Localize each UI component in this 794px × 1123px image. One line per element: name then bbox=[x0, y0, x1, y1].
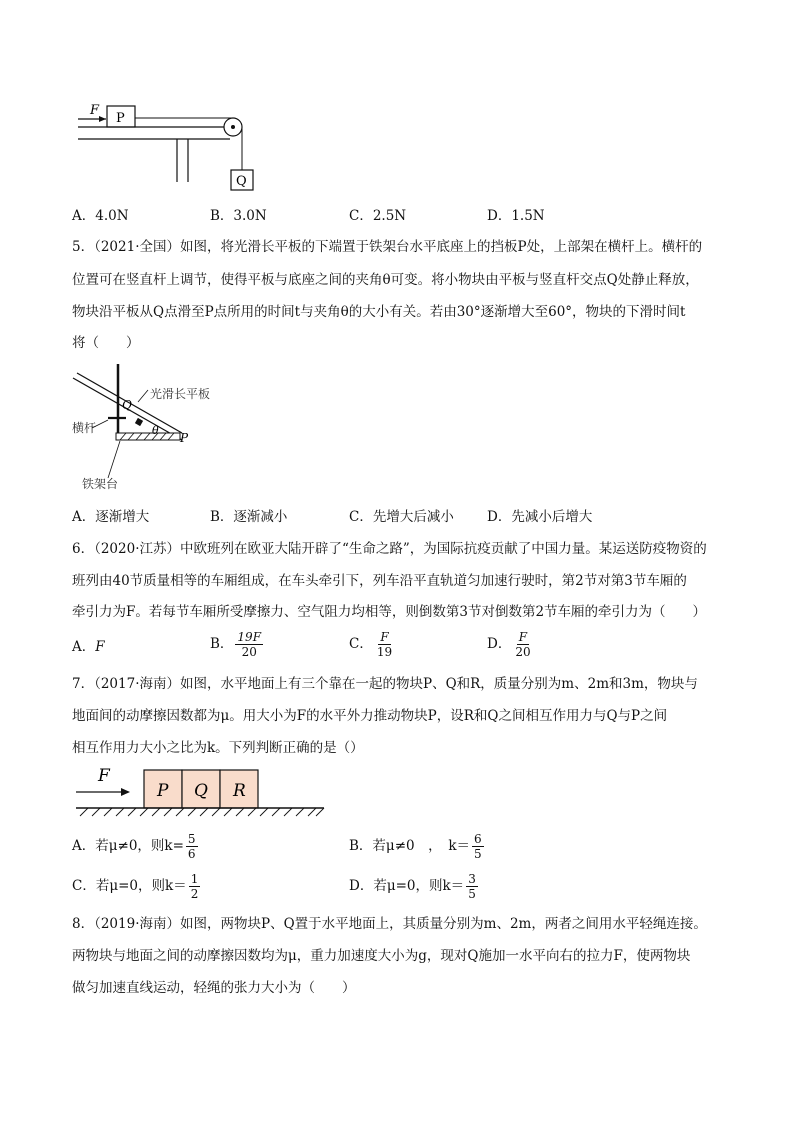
fraction-numerator: 3 bbox=[468, 872, 476, 886]
q4-option-d[interactable]: D．1.5N bbox=[487, 208, 545, 224]
q7-line-2: 地面间的动摩擦因数都为μ。用大小为F的水平外力推动物块P，设R和Q之间相互作用力与Q与P之间 bbox=[72, 708, 668, 724]
fraction-numerator: 5 bbox=[187, 832, 196, 846]
fraction-numerator: F bbox=[518, 630, 528, 644]
q7-option-d-fraction bbox=[466, 872, 478, 901]
q7-option-b-label: B．若μ≠0 ， k＝ bbox=[349, 838, 471, 854]
fraction-numerator: 19F bbox=[237, 630, 262, 644]
q5-option-a[interactable]: A．逐渐增大 bbox=[72, 509, 150, 525]
small-block bbox=[135, 418, 143, 426]
q4-option-c[interactable]: C．2.5N bbox=[349, 208, 407, 224]
fraction-denominator: 5 bbox=[468, 887, 476, 901]
q5-line-3: 物块沿平板从Q点滑至P点所用的时间t与夹角θ的大小有关。若由30°逐渐增大至60°，物块的下滑时间t bbox=[72, 304, 686, 320]
ground-hatching bbox=[80, 808, 324, 816]
q7-option-b[interactable] bbox=[349, 832, 486, 861]
q5-line-4: 将（ ） bbox=[72, 335, 140, 351]
q7-option-c-label: C．若μ=0，则k＝ bbox=[72, 878, 187, 894]
block-p-label: P bbox=[116, 111, 125, 126]
q7-option-a-fraction bbox=[186, 832, 198, 861]
q5-option-d[interactable]: D．先减小后增大 bbox=[487, 509, 593, 525]
block-q-label: Q bbox=[236, 174, 247, 189]
q8-line-3: 做匀加速直线运动，轻绳的张力大小为（ ） bbox=[72, 980, 356, 996]
fraction-denominator: 20 bbox=[515, 645, 531, 659]
q7-option-a[interactable] bbox=[72, 832, 200, 861]
q6-option-b-fraction bbox=[235, 630, 263, 659]
stand-label: 铁架台 bbox=[82, 477, 119, 491]
q5-option-c[interactable]: C．先增大后减小 bbox=[349, 509, 454, 525]
force-arrow-head bbox=[99, 116, 106, 122]
figure-three-blocks bbox=[72, 764, 332, 820]
q8-line-1: 8．（2019·海南）如图，两物块P、Q置于水平地面上，其质量分别为m、2m，两者之间用水平轻绳连接。 bbox=[72, 916, 707, 932]
block-q-label: Q bbox=[194, 781, 208, 801]
q7-option-d[interactable] bbox=[349, 872, 480, 901]
block-r-label: R bbox=[233, 781, 246, 801]
force-label: F bbox=[98, 766, 110, 786]
q6-option-d[interactable] bbox=[487, 630, 535, 659]
fraction-numerator: 6 bbox=[474, 832, 482, 846]
figure-pulley bbox=[70, 98, 270, 198]
q6-option-a-value: F bbox=[95, 639, 105, 655]
q7-option-c-fraction bbox=[189, 872, 201, 901]
q7-option-a-label: A．若μ≠0，则k= bbox=[72, 838, 184, 854]
q5-line-2: 位置可在竖直杆上调节，使得平板与底座之间的夹角θ可变。将小物块由平板与竖直杆交点Q处静止释放， bbox=[72, 272, 699, 288]
board-label: 光滑长平板 bbox=[150, 387, 211, 401]
board-leader-line bbox=[138, 390, 148, 402]
q6-option-c[interactable] bbox=[349, 630, 396, 659]
force-label: F bbox=[90, 103, 100, 118]
q6-line-2: 班列由40节质量相等的车厢组成，在车头牵引下，列车沿平直轨道匀加速行驶时，第2节对第3节车厢的 bbox=[72, 573, 687, 589]
q6-option-b-label: B． bbox=[210, 636, 234, 652]
pulley-axle bbox=[231, 125, 235, 129]
fraction-denominator: 6 bbox=[187, 847, 196, 861]
q5-option-b[interactable]: B．逐渐减小 bbox=[210, 509, 288, 525]
q6-option-d-label: D． bbox=[487, 636, 512, 652]
q7-option-c[interactable] bbox=[72, 872, 202, 901]
q7-line-1: 7．（2017·海南）如图，水平地面上有三个靠在一起的物块P、Q和R，质量分别为m、2m和3m，物块与 bbox=[72, 676, 698, 692]
fraction-denominator: 5 bbox=[474, 847, 482, 861]
angle-theta-label: θ bbox=[152, 424, 159, 437]
q7-option-b-fraction bbox=[472, 832, 484, 861]
point-p-label: P bbox=[180, 431, 189, 445]
point-q-label: Q bbox=[122, 398, 132, 412]
fraction-numerator: 1 bbox=[190, 872, 199, 886]
fraction-numerator: F bbox=[380, 630, 389, 644]
q6-option-c-fraction bbox=[375, 630, 394, 659]
figure-incline bbox=[68, 360, 218, 495]
q7-line-3: 相互作用力大小之比为k。下列判断正确的是（） bbox=[72, 740, 364, 756]
q6-option-b[interactable] bbox=[210, 630, 265, 659]
fraction-denominator: 19 bbox=[376, 645, 393, 659]
q6-option-a-label: A． bbox=[72, 639, 96, 655]
q4-option-b[interactable]: B．3.0N bbox=[210, 208, 267, 224]
q8-line-2: 两物块与地面之间的动摩擦因数均为μ，重力加速度大小为g，现对Q施加一水平向右的拉力F，使两物块 bbox=[72, 948, 691, 964]
q6-option-c-label: C． bbox=[349, 636, 373, 652]
q6-line-3: 牵引力为F。若每节车厢所受摩擦力、空气阻力均相等，则倒数第3节对倒数第2节车厢的牵引力为（ ） bbox=[72, 604, 707, 620]
force-arrow-head bbox=[121, 788, 130, 796]
q5-line-1: 5．（2021·全国）如图，将光滑长平板的下端置于铁架台水平底座上的挡板P处，上部架在横杆上。横杆的 bbox=[72, 239, 703, 255]
q6-option-d-fraction bbox=[513, 630, 532, 659]
crossbar-label: 横杆 bbox=[72, 421, 97, 435]
fraction-denominator: 20 bbox=[241, 645, 257, 659]
q4-option-a[interactable]: A．4.0N bbox=[72, 208, 129, 224]
stand-leader-line bbox=[108, 441, 120, 478]
block-p-label: P bbox=[157, 781, 169, 801]
q7-option-d-label: D．若μ=0，则k＝ bbox=[349, 878, 465, 894]
q6-option-a[interactable] bbox=[72, 637, 105, 657]
fraction-denominator: 2 bbox=[190, 887, 199, 901]
q6-line-1: 6．（2020·江苏）中欧班列在欧亚大陆开辟了“生命之路”，为国际抗疫贡献了中国力量。某运送防疫物资的 bbox=[72, 541, 707, 557]
